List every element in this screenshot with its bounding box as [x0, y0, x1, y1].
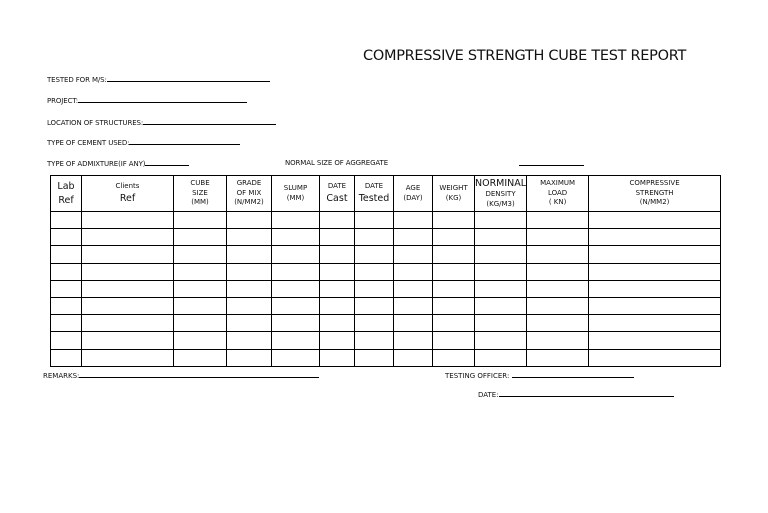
table-row	[51, 349, 721, 366]
table-cell[interactable]	[433, 280, 475, 297]
header-age: AGE (DAY)	[394, 176, 433, 212]
table-cell[interactable]	[272, 315, 320, 332]
table-cell[interactable]	[272, 263, 320, 280]
table-cell[interactable]	[320, 212, 355, 229]
table-cell[interactable]	[394, 332, 433, 349]
table-cell[interactable]	[51, 315, 82, 332]
header-max-load: MAXIMUM LOAD ( KN)	[527, 176, 589, 212]
cement-label: TYPE OF CEMENT USED:	[47, 139, 130, 147]
table-cell[interactable]	[82, 263, 174, 280]
aggregate-field	[519, 159, 584, 168]
table-cell[interactable]	[355, 280, 394, 297]
table-cell[interactable]	[589, 246, 721, 263]
table-cell[interactable]	[174, 315, 227, 332]
table-cell[interactable]	[527, 332, 589, 349]
header-grade-of-mix: GRADE OF MIX (N/MM2)	[227, 176, 272, 212]
table-cell[interactable]	[174, 229, 227, 246]
table-cell[interactable]	[433, 297, 475, 314]
table-cell[interactable]	[475, 349, 527, 366]
location-label: LOCATION OF STRUCTURES:	[47, 119, 144, 127]
table-cell[interactable]	[475, 332, 527, 349]
table-cell[interactable]	[355, 263, 394, 280]
header-weight: WEIGHT (KG)	[433, 176, 475, 212]
table-cell[interactable]	[82, 212, 174, 229]
table-cell[interactable]	[589, 332, 721, 349]
table-cell[interactable]	[527, 246, 589, 263]
table-cell[interactable]	[394, 246, 433, 263]
table-cell[interactable]	[174, 280, 227, 297]
table-cell[interactable]	[51, 332, 82, 349]
table-cell[interactable]	[475, 229, 527, 246]
aggregate-label: NORMAL SIZE OF AGGREGATE	[285, 159, 389, 167]
table-cell[interactable]	[227, 212, 272, 229]
table-row	[51, 263, 721, 280]
table-cell[interactable]	[475, 246, 527, 263]
table-cell[interactable]	[51, 246, 82, 263]
tested-for-field	[47, 75, 270, 84]
table-cell[interactable]	[433, 229, 475, 246]
table-cell[interactable]	[227, 332, 272, 349]
table-cell[interactable]	[320, 246, 355, 263]
table-row	[51, 246, 721, 263]
table-cell[interactable]	[527, 280, 589, 297]
date-label: DATE:	[478, 391, 499, 399]
admixture-label: TYPE OF ADMIXTURE(IF ANY)	[47, 160, 146, 168]
table-cell[interactable]	[394, 280, 433, 297]
table-cell[interactable]	[527, 229, 589, 246]
project-line[interactable]	[78, 96, 247, 103]
officer-field	[445, 371, 634, 380]
table-cell[interactable]	[272, 349, 320, 366]
report-title: COMPRESSIVE STRENGTH CUBE TEST REPORT	[363, 48, 686, 64]
table-cell[interactable]	[589, 212, 721, 229]
header-date-cast: DATE Cast	[320, 176, 355, 212]
table-cell[interactable]	[227, 280, 272, 297]
table-cell[interactable]	[394, 229, 433, 246]
table-cell[interactable]	[272, 332, 320, 349]
table-cell[interactable]	[355, 297, 394, 314]
header-row	[51, 176, 721, 212]
table-cell[interactable]	[51, 349, 82, 366]
officer-label: TESTING OFFICER:	[445, 372, 510, 380]
table-cell[interactable]	[51, 263, 82, 280]
table-cell[interactable]	[394, 297, 433, 314]
table-cell[interactable]	[320, 263, 355, 280]
table-cell[interactable]	[82, 229, 174, 246]
table-cell[interactable]	[475, 263, 527, 280]
header-lab-ref: Lab Ref	[51, 176, 82, 212]
table-row	[51, 212, 721, 229]
project-field	[47, 96, 247, 105]
table-cell[interactable]	[174, 246, 227, 263]
table-cell[interactable]	[82, 315, 174, 332]
table-cell[interactable]	[51, 280, 82, 297]
table-cell[interactable]	[320, 349, 355, 366]
table-body	[51, 212, 721, 367]
table-cell[interactable]	[589, 229, 721, 246]
table-cell[interactable]	[51, 229, 82, 246]
header-date-tested: DATE Tested	[355, 176, 394, 212]
table-cell[interactable]	[51, 212, 82, 229]
table-row	[51, 315, 721, 332]
table-cell[interactable]	[272, 280, 320, 297]
table-cell[interactable]	[51, 297, 82, 314]
header-compressive-strength: COMPRESSIVE STRENGTH (N/MM2)	[589, 176, 721, 212]
location-line[interactable]	[143, 118, 276, 125]
aggregate-line[interactable]	[519, 159, 584, 166]
table-row	[51, 332, 721, 349]
location-field	[47, 118, 276, 127]
table-cell[interactable]	[174, 263, 227, 280]
tested-for-line[interactable]	[107, 75, 270, 82]
admixture-field	[47, 159, 189, 168]
table-cell[interactable]	[174, 332, 227, 349]
table-cell[interactable]	[394, 349, 433, 366]
table-cell[interactable]	[433, 349, 475, 366]
table-cell[interactable]	[475, 315, 527, 332]
table-cell[interactable]	[433, 246, 475, 263]
table-row	[51, 229, 721, 246]
table-cell[interactable]	[272, 297, 320, 314]
tested-for-label: TESTED FOR M/S:	[47, 76, 107, 84]
table-cell[interactable]	[475, 297, 527, 314]
table-cell[interactable]	[589, 280, 721, 297]
table-cell[interactable]	[355, 212, 394, 229]
results-table	[50, 175, 721, 367]
table-cell[interactable]	[227, 263, 272, 280]
table-cell[interactable]	[174, 349, 227, 366]
table-cell[interactable]	[82, 246, 174, 263]
date-line[interactable]	[499, 390, 674, 397]
table-cell[interactable]	[527, 349, 589, 366]
table-cell[interactable]	[320, 332, 355, 349]
remarks-line[interactable]	[79, 371, 319, 378]
table-cell[interactable]	[355, 315, 394, 332]
admixture-line[interactable]	[145, 159, 189, 166]
table-row	[51, 297, 721, 314]
header-clients-ref: Clients Ref	[82, 176, 174, 212]
table-cell[interactable]	[272, 246, 320, 263]
table-cell[interactable]	[227, 297, 272, 314]
table-cell[interactable]	[433, 332, 475, 349]
table-cell[interactable]	[82, 297, 174, 314]
table-cell[interactable]	[227, 349, 272, 366]
table-cell[interactable]	[589, 263, 721, 280]
officer-line[interactable]	[512, 371, 634, 378]
header-slump: SLUMP (MM)	[272, 176, 320, 212]
table-cell[interactable]	[227, 229, 272, 246]
table-cell[interactable]	[82, 280, 174, 297]
table-cell[interactable]	[355, 349, 394, 366]
table-cell[interactable]	[320, 280, 355, 297]
table-cell[interactable]	[174, 297, 227, 314]
table-cell[interactable]	[227, 246, 272, 263]
table-cell[interactable]	[394, 315, 433, 332]
remarks-label: REMARKS:	[43, 372, 80, 380]
table-cell[interactable]	[355, 246, 394, 263]
table-cell[interactable]	[174, 212, 227, 229]
date-field	[478, 390, 674, 399]
table-cell[interactable]	[527, 212, 589, 229]
cement-line[interactable]	[129, 138, 240, 145]
table-cell[interactable]	[227, 315, 272, 332]
table-cell[interactable]	[272, 212, 320, 229]
table-cell[interactable]	[527, 315, 589, 332]
table-cell[interactable]	[433, 315, 475, 332]
table-cell[interactable]	[475, 212, 527, 229]
table-cell[interactable]	[589, 349, 721, 366]
table-cell[interactable]	[589, 315, 721, 332]
header-density: NORMINAL DENSITY (KG/M3)	[475, 176, 527, 212]
table-cell[interactable]	[394, 263, 433, 280]
table-cell[interactable]	[320, 315, 355, 332]
remarks-field	[43, 371, 319, 380]
table-cell[interactable]	[355, 229, 394, 246]
table-cell[interactable]	[589, 297, 721, 314]
table-cell[interactable]	[394, 212, 433, 229]
table-cell[interactable]	[527, 297, 589, 314]
table-cell[interactable]	[320, 229, 355, 246]
cement-field	[47, 138, 240, 147]
table-cell[interactable]	[527, 263, 589, 280]
table-cell[interactable]	[433, 212, 475, 229]
table-cell[interactable]	[82, 332, 174, 349]
table-cell[interactable]	[82, 349, 174, 366]
table-cell[interactable]	[433, 263, 475, 280]
table-row	[51, 280, 721, 297]
table-cell[interactable]	[272, 229, 320, 246]
table-cell[interactable]	[475, 280, 527, 297]
project-label: PROJECT:	[47, 97, 79, 105]
table-cell[interactable]	[320, 297, 355, 314]
table-cell[interactable]	[355, 332, 394, 349]
header-cube-size: CUBE SIZE (MM)	[174, 176, 227, 212]
